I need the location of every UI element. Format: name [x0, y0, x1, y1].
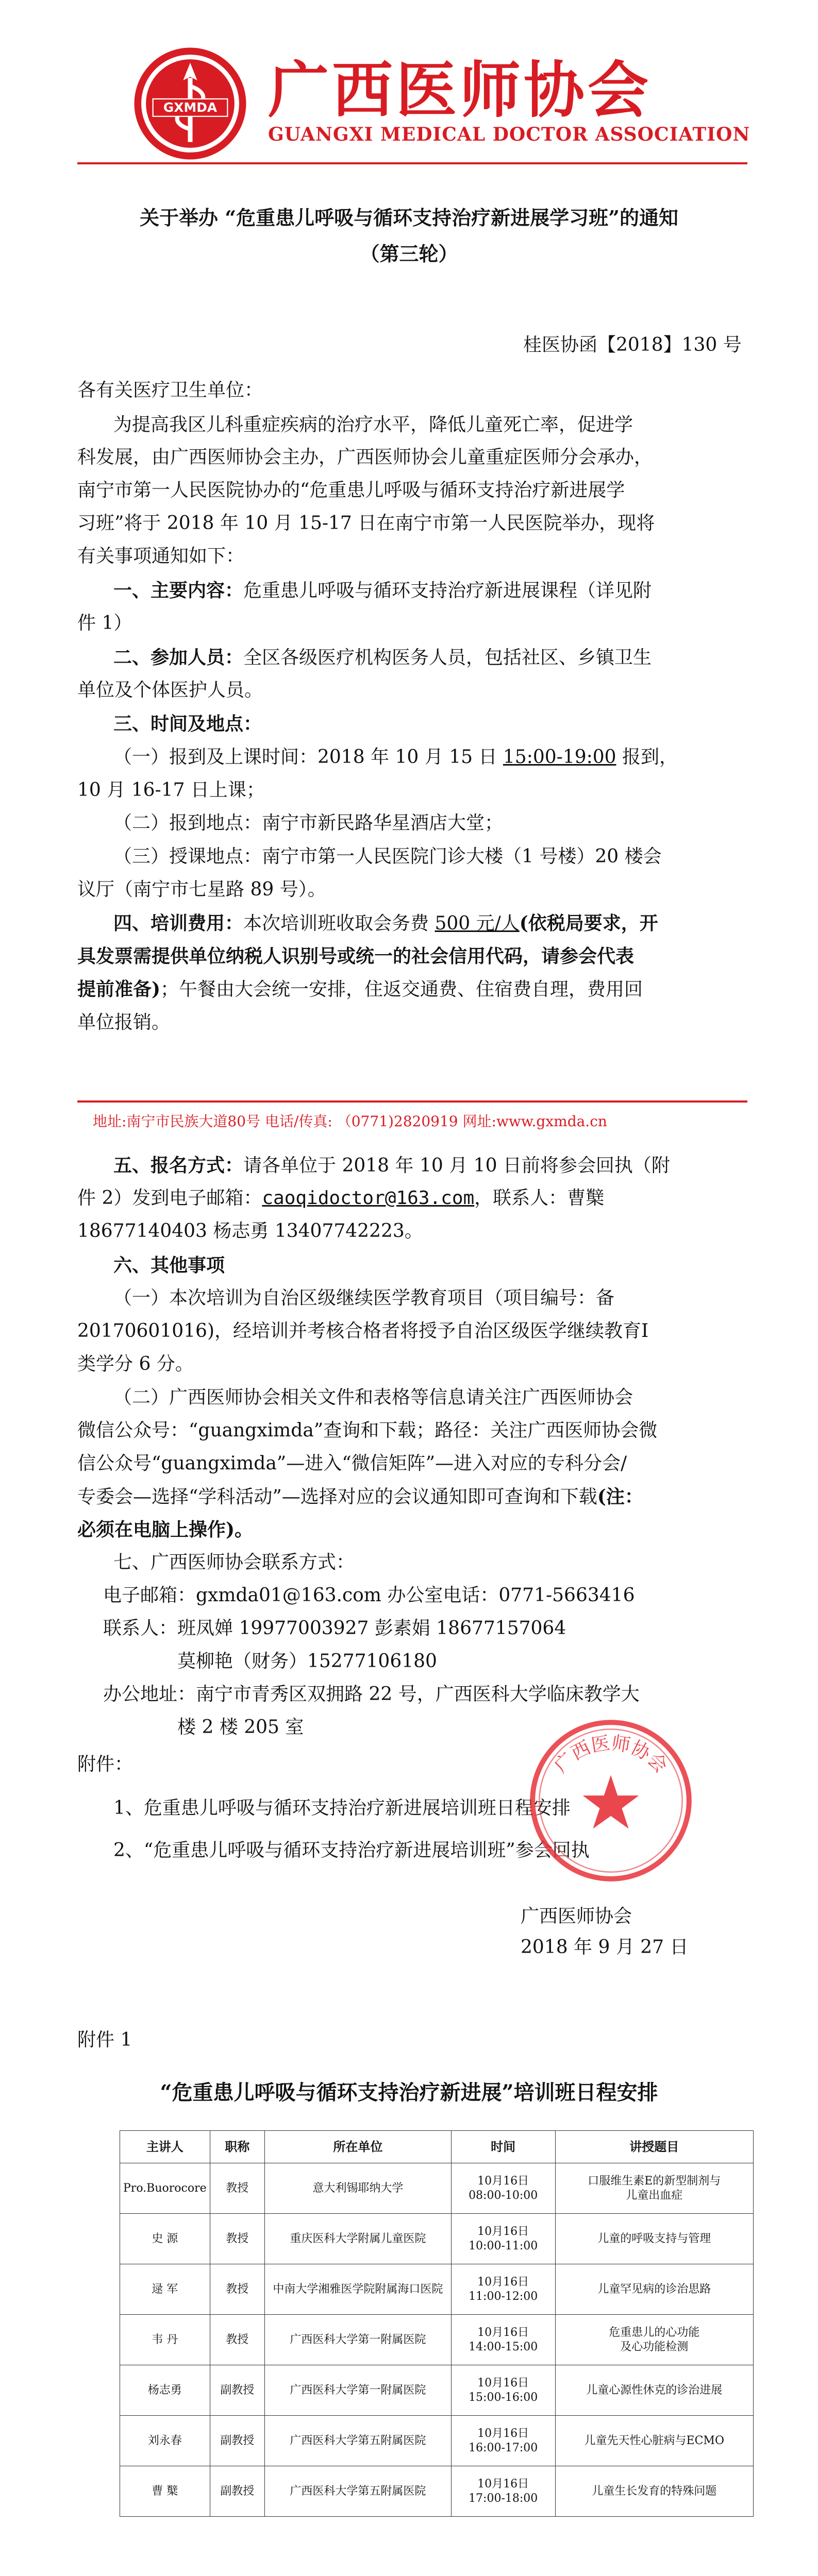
- speaker-cell-text: Pro.Buorocore: [123, 2181, 207, 2195]
- speaker-cell: [120, 2315, 210, 2365]
- topic-cell-text: 儿童心源性休克的诊治进展: [586, 2383, 723, 2397]
- rank-cell-text: 副教授: [220, 2434, 255, 2447]
- intro-line: 有关事项通知如下：: [77, 546, 245, 567]
- unit-cell: [264, 2315, 451, 2365]
- schedule-item: 10 月 16-17 日上课；: [77, 779, 265, 801]
- topic-cell: [555, 2214, 753, 2264]
- rank-cell: [210, 2466, 264, 2517]
- office-address: 办公地址：南宁市青秀区双拥路 22 号，广西医科大学临床教学大: [103, 1684, 640, 1705]
- other-item: 20170601016)，经培训并考核合格者将授予自治区级医学继续教育Ⅰ: [77, 1320, 649, 1342]
- section-label: 五、报名方式：: [113, 1155, 244, 1176]
- rank-cell-text: 教授: [226, 2282, 249, 2296]
- intro-line: 科发展，由广西医师协会主办，广西医师协会儿童重症医师分会承办，: [77, 447, 653, 468]
- unit-cell: [264, 2365, 451, 2416]
- letterhead-footer: 地址:南宁市民族大道80号 电话/传真: （0771)2820919 网址:www.gxmda.cn: [93, 1113, 607, 1130]
- time-cell-text: 10:00-11:00: [469, 2239, 538, 2252]
- rank-cell-text: 教授: [226, 2181, 249, 2195]
- table-row: [120, 2264, 754, 2315]
- table-header-row: [120, 2131, 754, 2163]
- col-unit: 所在单位: [264, 2131, 451, 2163]
- contact-people: 联系人：班凤婵 19977003927 彭素娟 18677157064: [103, 1618, 566, 1639]
- speaker-cell-text: 刘永春: [147, 2434, 182, 2447]
- rank-cell: [210, 2264, 264, 2315]
- unit-cell-text: 广西医科大学第五附属医院: [290, 2484, 426, 2498]
- intro-line: 为提高我区儿科重症疾病的治疗水平，降低儿童死亡率，促进学: [113, 414, 633, 435]
- registration-text: ，联系人：曹櫱: [474, 1188, 605, 1209]
- signature-date: 2018 年 9 月 27 日: [521, 1937, 689, 1958]
- fee-text: 具发票需提供单位纳税人识别号或统一的社会信用代码，请参会代表: [77, 945, 635, 967]
- registration-text: [77, 1188, 604, 1209]
- topic-cell: [555, 2315, 753, 2365]
- unit-cell: [264, 2466, 451, 2517]
- topic-cell: [555, 2264, 753, 2315]
- section-text: 全区各级医疗机构医务人员，包括社区、乡镇卫生: [243, 647, 652, 668]
- svg-text:GXMDA: GXMDA: [163, 99, 218, 115]
- time-cell: [451, 2416, 555, 2466]
- speaker-cell: [120, 2214, 210, 2264]
- speaker-cell: [120, 2163, 210, 2214]
- unit-cell-text: 重庆医科大学附属儿童医院: [290, 2232, 426, 2245]
- speaker-cell-text: 杨志勇: [147, 2383, 182, 2397]
- official-seal-icon: [526, 1716, 696, 1886]
- unit-cell: [264, 2214, 451, 2264]
- attachment-item: 1、危重患儿呼吸与循环支持治疗新进展培训班日程安排: [113, 1798, 571, 1819]
- other-item: 信公众号“guangximda”—进入“微信矩阵”—进入对应的专科分会/: [77, 1453, 627, 1474]
- unit-cell-text: 广西医科大学第五附属医院: [290, 2434, 426, 2447]
- unit-cell: [264, 2416, 451, 2466]
- schedule-item: 议厅（南宁市七星路 89 号）。: [77, 879, 326, 900]
- notice-subtitle: （第三轮）: [360, 242, 458, 265]
- unit-cell: [264, 2264, 451, 2315]
- time-cell-text: 10月16日: [477, 2326, 529, 2339]
- unit-cell-text: 广西医科大学第一附属医院: [290, 2333, 426, 2346]
- speaker-cell-text: 逯 军: [152, 2282, 178, 2296]
- topic-cell-text: 儿童出血症: [626, 2189, 683, 2202]
- other-item: 类学分 6 分。: [77, 1353, 194, 1375]
- schedule-item: （二）报到地点：南宁市新民路华星酒店大堂；: [113, 812, 504, 834]
- time-cell: [451, 2315, 555, 2365]
- topic-cell-text: 危重患儿的心功能: [609, 2326, 700, 2339]
- time-cell-text: 10月16日: [477, 2477, 529, 2490]
- section-label: 一、主要内容：: [113, 580, 244, 601]
- other-text: (注：: [597, 1486, 643, 1507]
- unit-cell-text: 中南大学湘雅医学院附属海口医院: [273, 2282, 443, 2296]
- section-time-place-label: 三、时间及地点：: [113, 713, 262, 735]
- schedule-item: （三）授课地点：南宁市第一人民医院门诊大楼（1 号楼）20 楼会: [113, 846, 662, 867]
- section-contact-label: 七、广西医师协会联系方式：: [113, 1552, 355, 1573]
- col-speaker: 主讲人: [120, 2131, 210, 2163]
- other-item: 必须在电脑上操作)。: [77, 1519, 254, 1540]
- signature-org: 广西医师协会: [521, 1906, 632, 1927]
- fee-text: (依税局要求，开: [519, 912, 658, 934]
- contact-people: 莫柳艳（财务）15277106180: [177, 1651, 437, 1672]
- speaker-cell: [120, 2264, 210, 2315]
- section-text: 危重患儿呼吸与循环支持治疗新进展课程（详见附: [243, 580, 652, 601]
- speaker-cell: [120, 2365, 210, 2416]
- fee-amount: 500 元/人: [435, 913, 520, 934]
- attachment1-label: 附件 1: [77, 2029, 132, 2050]
- time-cell: [451, 2365, 555, 2416]
- time-cell-text: 11:00-12:00: [469, 2290, 538, 2303]
- rank-cell: [210, 2214, 264, 2264]
- time-cell-text: 08:00-10:00: [469, 2189, 538, 2202]
- notice-title: 关于举办 “危重患儿呼吸与循环支持治疗新进展学习班”的通知: [140, 206, 678, 229]
- time-cell-text: 10月16日: [477, 2427, 529, 2440]
- registration-text: 18677140403 杨志勇 13407742223。: [77, 1221, 423, 1242]
- intro-line: 南宁市第一人民医院协办的“危重患儿呼吸与循环支持治疗新进展学: [77, 480, 625, 501]
- report-time: 15:00-19:00: [503, 747, 616, 768]
- other-item: （二）广西医师协会相关文件和表格等信息请关注广西医师协会: [113, 1387, 633, 1408]
- rank-cell: [210, 2163, 264, 2214]
- schedule-table: [120, 2130, 754, 2517]
- topic-cell-text: 儿童生长发育的特殊问题: [592, 2484, 717, 2498]
- topic-cell-text: 儿童先天性心脏病与ECMO: [584, 2434, 724, 2447]
- time-cell: [451, 2214, 555, 2264]
- col-topic: 讲授题目: [555, 2131, 753, 2163]
- section-label: 四、培训费用：: [113, 912, 244, 934]
- association-logo-icon: [132, 45, 248, 162]
- other-item: 微信公众号：“guangximda”查询和下载；路径：关注广西医师协会微: [77, 1420, 658, 1441]
- unit-cell-text: 广西医科大学第一附属医院: [290, 2383, 426, 2397]
- topic-cell-text: 及心功能检测: [620, 2340, 689, 2353]
- col-time: 时间: [451, 2131, 555, 2163]
- table-row: [120, 2315, 754, 2365]
- time-cell-text: 10月16日: [477, 2225, 529, 2238]
- fee-text: 提前准备): [77, 978, 161, 1000]
- schedule-text: （一）报到及上课时间：2018 年 10 月 15 日: [113, 747, 503, 768]
- registration-text: 件 2）发到电子邮箱：: [77, 1188, 262, 1209]
- fee-text: ；午餐由大会统一安排，住返交通费、住宿费自理，费用回: [160, 979, 643, 1000]
- rank-cell: [210, 2315, 264, 2365]
- fee-text: 本次培训班收取会务费: [243, 913, 435, 934]
- speaker-cell: [120, 2416, 210, 2466]
- time-cell-text: 10月16日: [477, 2174, 529, 2188]
- time-cell-text: 10月16日: [477, 2275, 529, 2289]
- rank-cell-text: 教授: [226, 2333, 249, 2346]
- header-divider: [77, 162, 747, 164]
- attachments-label: 附件：: [77, 1754, 133, 1775]
- topic-cell: [555, 2416, 753, 2466]
- table-row: [120, 2365, 754, 2416]
- topic-cell-text: 口服维生素E的新型制剂与: [588, 2174, 721, 2188]
- topic-cell-text: 儿童的呼吸支持与管理: [597, 2232, 711, 2245]
- section-text: 单位及个体医护人员。: [77, 680, 263, 701]
- time-cell-text: 15:00-16:00: [469, 2391, 538, 2404]
- topic-cell-text: 儿童罕见病的诊治思路: [597, 2282, 711, 2296]
- speaker-cell-text: 史 源: [152, 2232, 178, 2245]
- time-cell: [451, 2466, 555, 2517]
- table-row: [120, 2163, 754, 2214]
- section-other-label: 六、其他事项: [113, 1255, 225, 1276]
- time-cell-text: 16:00-17:00: [469, 2441, 538, 2454]
- org-name-en: GUANGXI MEDICAL DOCTOR ASSOCIATION: [268, 124, 750, 145]
- intro-line: 习班”将于 2018 年 10 月 15-17 日在南宁市第一人民医院举办，现将: [77, 513, 655, 534]
- time-cell-text: 10月16日: [477, 2376, 529, 2389]
- time-cell: [451, 2264, 555, 2315]
- org-name: 广西医师协会: [268, 55, 652, 126]
- rank-cell: [210, 2416, 264, 2466]
- time-cell-text: 14:00-15:00: [469, 2340, 538, 2353]
- rank-cell-text: 副教授: [220, 2484, 255, 2498]
- table-row: [120, 2214, 754, 2264]
- other-text: 专委会—选择“学科活动”—选择对应的会议通知即可查询和下载: [77, 1486, 597, 1507]
- fee-text: [77, 979, 643, 1000]
- attachment-item: 2、“危重患儿呼吸与循环支持治疗新进展培训班”参会回执: [113, 1840, 590, 1861]
- speaker-cell: [120, 2466, 210, 2517]
- section-fee: [113, 913, 658, 934]
- topic-cell: [555, 2163, 753, 2214]
- document-number: 桂医协函【2018】130 号: [523, 334, 742, 355]
- topic-cell: [555, 2466, 753, 2517]
- office-address: 楼 2 楼 205 室: [177, 1717, 304, 1738]
- other-item: [77, 1486, 643, 1507]
- speaker-cell-text: 曹 櫱: [152, 2484, 178, 2498]
- time-cell-text: 17:00-18:00: [469, 2492, 538, 2505]
- section-main-content: [113, 580, 652, 601]
- speaker-cell-text: 韦 丹: [152, 2333, 178, 2346]
- registration-email-link[interactable]: caoqidoctor@163.com: [262, 1188, 475, 1209]
- salutation: 各有关医疗卫生单位：: [77, 380, 263, 401]
- registration-text: 请各单位于 2018 年 10 月 10 日前将参会回执（附: [243, 1155, 670, 1176]
- section-participants: [113, 647, 652, 668]
- col-rank: 职称: [210, 2131, 264, 2163]
- unit-cell: [264, 2163, 451, 2214]
- section-registration: [113, 1155, 670, 1176]
- footer-divider: [77, 1100, 747, 1103]
- fee-text: 单位报销。: [77, 1012, 171, 1033]
- time-cell: [451, 2163, 555, 2214]
- rank-cell: [210, 2365, 264, 2416]
- topic-cell: [555, 2365, 753, 2416]
- svg-text:广西医师协会: 广西医师协会: [549, 1731, 672, 1777]
- attachment1-title: “危重患儿呼吸与循环支持治疗新进展”培训班日程安排: [160, 2080, 658, 2105]
- table-row: [120, 2466, 754, 2517]
- section-label: 二、参加人员：: [113, 647, 244, 668]
- schedule-item: [113, 747, 678, 768]
- rank-cell-text: 教授: [226, 2232, 249, 2245]
- section-text: 件 1）: [77, 613, 132, 634]
- table-row: [120, 2416, 754, 2466]
- rank-cell-text: 副教授: [220, 2383, 255, 2397]
- unit-cell-text: 意大利锡耶纳大学: [312, 2181, 404, 2195]
- other-item: （一）本次培训为自治区级继续医学教育项目（项目编号：备: [113, 1287, 615, 1309]
- contact-email: 电子邮箱：gxmda01@163.com 办公室电话：0771-5663416: [103, 1585, 635, 1606]
- schedule-text: 报到，: [616, 747, 678, 768]
